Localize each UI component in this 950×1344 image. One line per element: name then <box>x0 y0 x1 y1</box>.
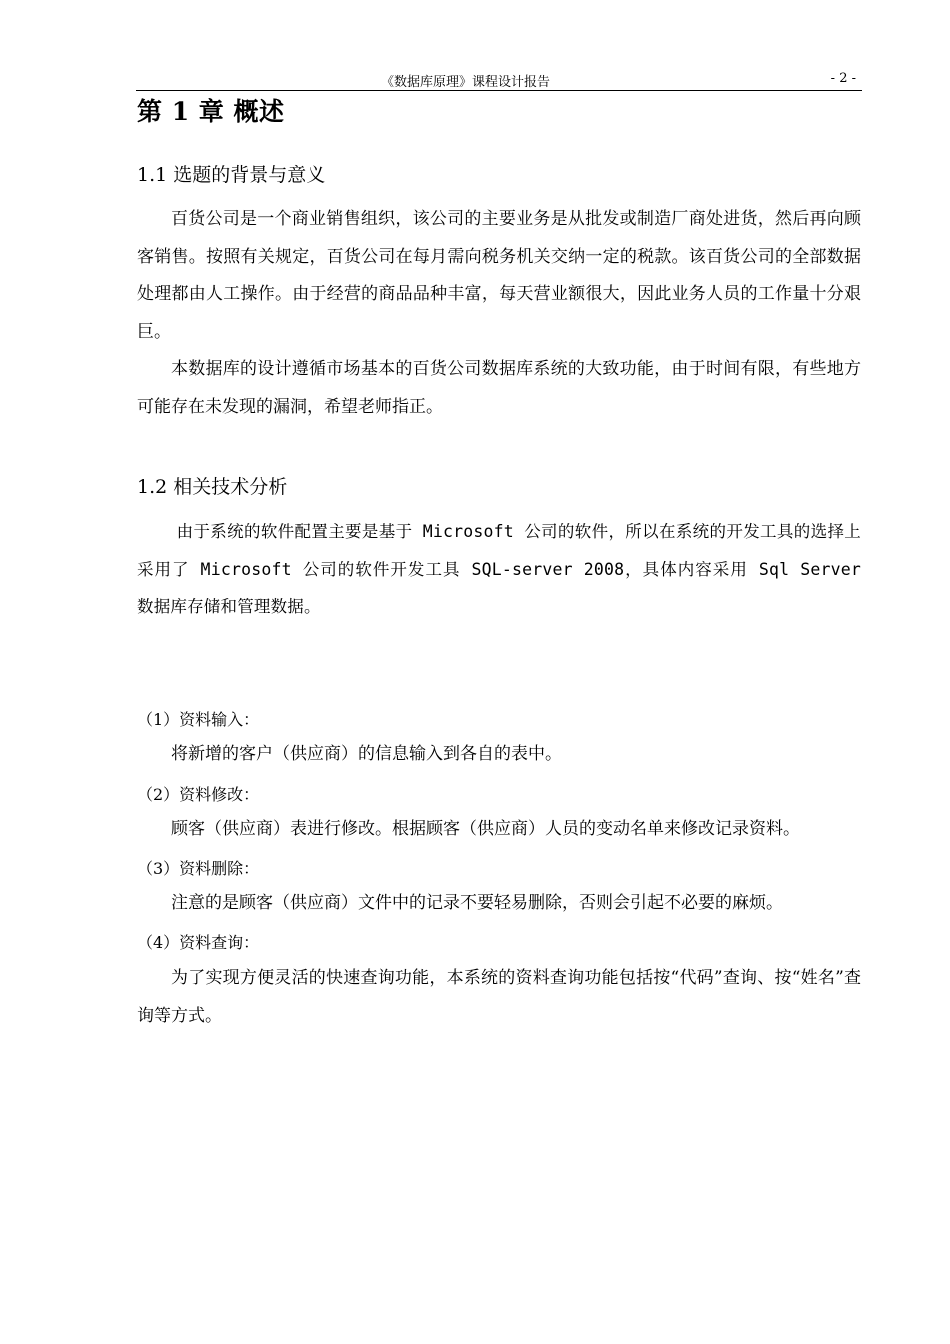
header-page-number: - 2 - <box>830 71 856 86</box>
item-text: 将新增的客户（供应商）的信息输入到各自的表中。 <box>171 744 562 764</box>
section-title-1-2: 1.2 相关技术分析 <box>137 476 288 498</box>
item-label: （2）资料修改： <box>137 785 260 804</box>
running-header <box>136 70 862 91</box>
item-label: （3）资料删除： <box>137 859 260 878</box>
chapter-title: 第 1 章 概述 <box>137 97 285 126</box>
header-title: 《数据库原理》课程设计报告 <box>381 75 551 90</box>
section-title-1-1: 1.1 选题的背景与意义 <box>137 164 326 186</box>
item-text: 注意的是顾客（供应商）文件中的记录不要轻易删除，否则会引起不必要的麻烦。 <box>171 893 783 913</box>
item-label: （4）资料查询： <box>137 933 260 952</box>
section-1-1-paragraph: 百货公司是一个商业销售组织，该公司的主要业务是从批发或制造厂商处进货，然后再向顾客销售。按照有关规定，百货公司在每月需向税务机关交纳一定的税款。该百货公司的全部数据处理都由人工操作。由于经营的商品品种丰富，每天营业额很大，因此业务人员的工作量十分艰巨。 <box>137 209 861 342</box>
item-text: 为了实现方便灵活的快速查询功能，本系统的资料查询功能包括按“代码”查询、按“姓名”查询等方式。 <box>137 968 861 1026</box>
item-label: （1）资料输入： <box>137 710 260 729</box>
section-1-2-paragraph: 由于系统的软件配置主要是基于 Microsoft 公司的软件，所以在系统的开发工具的选择上采用了 Microsoft 公司的软件开发工具 SQL-server 2008，具体内容采用 Sql Server 数据库存储和管理数据。 <box>137 522 861 616</box>
item-text: 顾客（供应商）表进行修改。根据顾客（供应商）人员的变动名单来修改记录资料。 <box>171 819 800 839</box>
section-1-1-paragraph: 本数据库的设计遵循市场基本的百货公司数据库系统的大致功能，由于时间有限，有些地方可能存在未发现的漏洞，希望老师指正。 <box>137 359 861 417</box>
